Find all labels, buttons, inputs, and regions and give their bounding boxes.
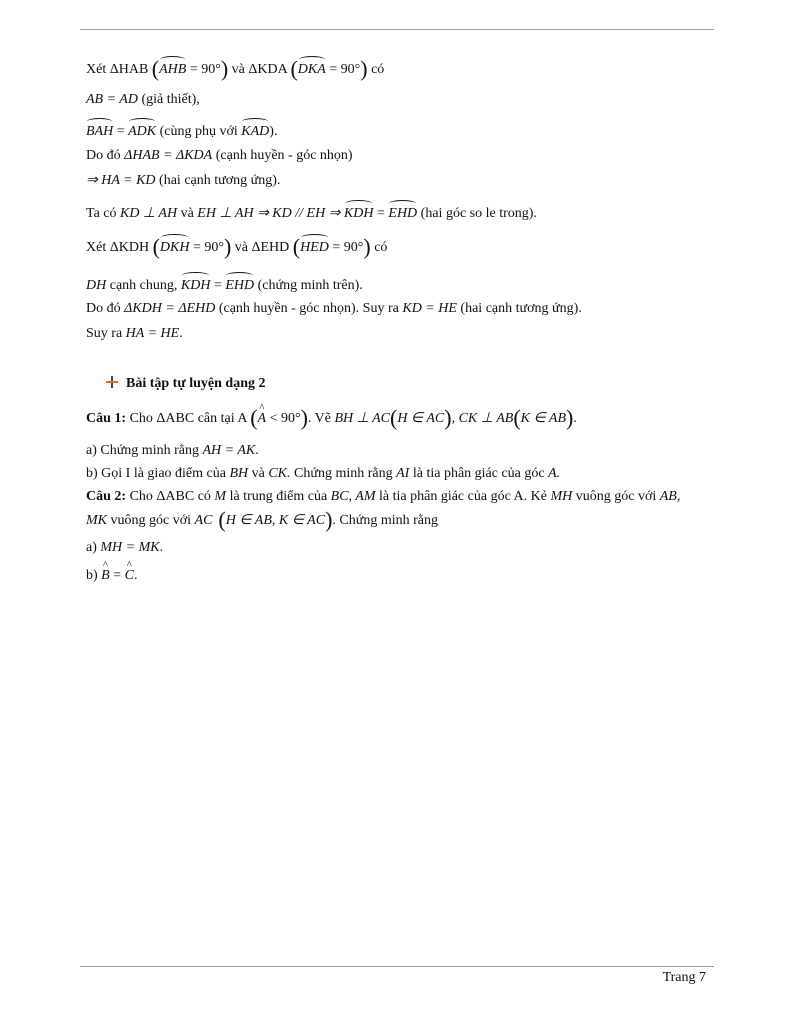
paren-open: ( [218,507,226,532]
header-rule [80,29,714,30]
math: MK [86,513,107,528]
page-number: Trang 7 [662,970,706,985]
text: là trung điểm của [226,489,331,504]
paren-open: ( [152,234,160,259]
text: và [177,206,198,221]
math: KD = HE [402,301,457,316]
text: b) [86,568,102,583]
math: CK. [268,466,291,481]
question-1 [86,405,577,430]
text: . Chứng minh rằng [332,513,438,528]
math: A. [548,466,561,481]
angle: AHB [159,56,186,80]
angle: DKH [160,234,190,258]
text: ). [269,124,278,139]
math: H ∈ AC [397,411,445,426]
proof-line-10 [86,324,183,344]
question-1-part-b [86,464,560,484]
paren-open: ( [389,405,398,430]
text: . Vẽ [307,411,335,426]
paren-close: ) [300,405,308,430]
text: Cho ΔABC có [126,489,215,504]
footer-rule [80,966,714,967]
math: AB = AD [86,92,138,107]
question-2 [86,487,680,507]
angle: DKA [298,56,326,80]
proof-line-4 [86,146,353,166]
proof-line-1 [86,56,384,80]
math: EH ⊥ AH ⇒ KD // EH ⇒ [197,206,344,221]
question-2-part-b [86,566,137,586]
text: và [248,466,269,481]
paren-close: ) [566,405,574,430]
text: b) Gọi I là giao điểm của [86,466,230,481]
text: = 90° [325,62,361,77]
text: (cạnh huyền - góc nhọn) [212,148,353,163]
text: Suy ra [86,326,126,341]
text: = 90° [189,240,224,255]
paren-open: ( [513,405,521,430]
math: AC [194,513,213,528]
paren-close: ) [360,56,368,81]
angle: EHD [225,272,254,296]
paren-close: ) [444,405,452,430]
text: Xét ΔKDH [86,240,150,255]
text: = 90° [186,62,221,77]
math: AH = AK [202,443,256,458]
math: KD ⊥ AH [120,206,178,221]
text: a) Chứng minh rằng [86,443,203,458]
paren-open: ( [151,56,160,81]
proof-line-8 [86,272,363,296]
text: có [371,62,385,77]
text: Ta có [86,206,121,221]
text: , [451,411,459,426]
math: AI [396,466,410,481]
text: (chứng minh trên). [254,278,363,293]
math: MH [550,489,573,504]
text: Xét ΔHAB [86,62,149,77]
math: BC, AM [330,489,376,504]
proof-line-3 [86,118,277,142]
question-label: Câu 1: [86,411,127,426]
text: cạnh chung, [106,278,181,293]
text: và ΔEHD [234,240,290,255]
text: . [133,568,138,583]
text: Chứng minh rằng [290,466,397,481]
section-title [106,374,266,394]
angle: KAD [241,118,269,142]
proof-line-7 [86,234,387,258]
paren-close: ) [325,507,333,532]
math: ΔHAB = ΔKDA [124,148,213,163]
text: . [573,411,577,426]
proof-line-9 [86,299,582,319]
math: H ∈ AB, K ∈ AC [225,513,326,528]
angle: ADK [128,118,156,142]
math: K ∈ AB [520,411,567,426]
text: có [374,240,388,255]
proof-line-2 [86,90,200,110]
text: và ΔKDA [231,62,287,77]
text: = [109,568,125,583]
paren-open: ( [250,405,258,430]
text: = [113,124,129,139]
text: a) [86,540,101,555]
text: (hai cạnh tương ứng). [155,173,281,188]
hat-angle: ^ B [101,566,110,586]
text: (hai cạnh tương ứng). [456,301,582,316]
paren-close: ) [223,234,232,259]
text: (cùng phụ với [156,124,242,139]
hat-angle: ^ C [125,566,134,586]
math: CK ⊥ AB [458,411,514,426]
question-1-part-a [86,441,259,461]
math: MH = MK [100,540,160,555]
text: vuông góc với [107,513,195,528]
text: (giả thiết), [137,92,200,107]
math: AB, [659,489,681,504]
math: DH [86,278,107,293]
paren-close: ) [220,56,229,81]
text: . [159,540,164,555]
text: = [210,278,226,293]
math: BH ⊥ AC [334,411,390,426]
text: = [373,206,389,221]
angle: KDH [181,272,211,296]
question-2-continued [86,507,438,532]
bullet-plus-icon [106,376,118,388]
text: Cho ΔABC cân tại A [126,411,251,426]
text: Do đó [86,148,125,163]
text: . [179,326,183,341]
text: = 90° [328,240,364,255]
proof-line-6 [86,200,537,224]
proof-line-5 [86,171,280,191]
paren-close: ) [363,234,371,259]
text: (hai góc so le trong). [417,206,537,221]
angle: KDH [344,200,374,224]
math: BH [229,466,249,481]
section-title-text: Bài tập tự luyện dạng 2 [126,376,266,391]
text: là tia phân giác của góc [409,466,549,481]
angle: HED [300,234,329,258]
text: Do đó [86,301,125,316]
math: M [214,489,227,504]
math: ⇒ HA = KD [86,173,156,188]
text: (cạnh huyền - góc nhọn). Suy ra [215,301,403,316]
hat-angle: ^ A [258,409,267,429]
angle: EHD [388,200,417,224]
math: HA = HE [125,326,180,341]
text: < 90° [266,411,301,426]
angle: BAH [86,118,113,142]
paren-open: ( [290,56,298,81]
text: vuông góc với [572,489,660,504]
paren-open: ( [292,234,301,259]
text: là tia phân giác của góc A. Kẻ [375,489,551,504]
question-label: Câu 2: [86,489,127,504]
math: ΔKDH = ΔEHD [124,301,216,316]
text: . [255,443,259,458]
